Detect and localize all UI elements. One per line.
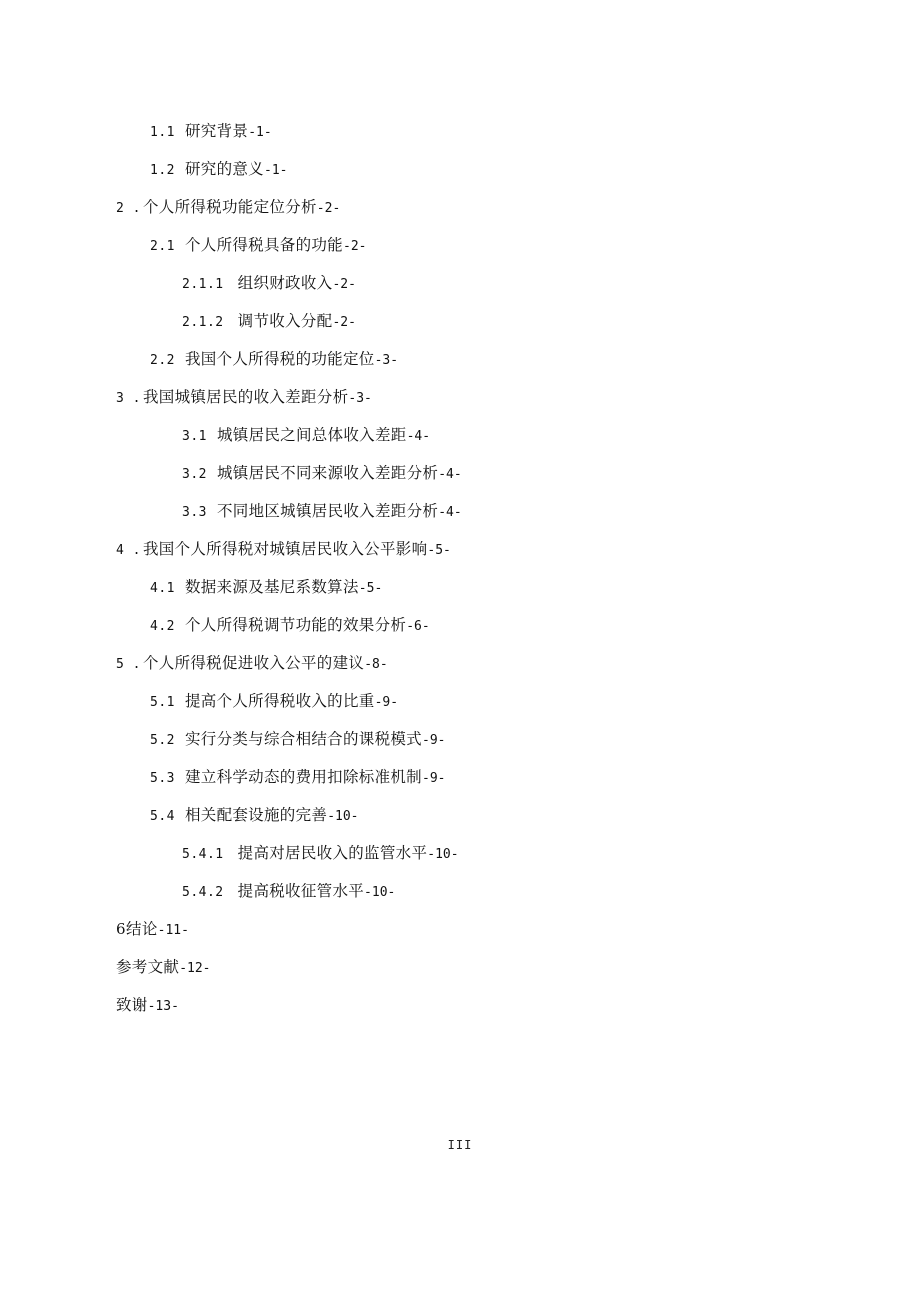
toc-entry-number: 5.4.2 [182,885,224,900]
toc-entry-title: 个人所得税调节功能的效果分析 [184,616,407,634]
toc-entry[interactable] [0,948,920,986]
toc-entry-title: 研究背景 [184,122,249,140]
toc-entry-title: 相关配套设施的完善 [184,806,328,824]
toc-entry[interactable] [0,606,920,644]
toc-entry[interactable] [0,302,920,340]
toc-entry-page: -2- [332,315,356,330]
toc-entry-number: 6 [116,920,127,938]
toc-entry[interactable] [0,454,920,492]
toc-entry-number: 4.1 [150,581,175,596]
toc-entry-page: -6- [406,619,430,634]
toc-entry-number: 2.1 [150,239,175,254]
toc-entry-page: -3- [374,353,399,368]
toc-entry-number: 2 . [116,201,141,216]
toc-entry-title: 我国个人所得税的功能定位 [184,350,375,368]
toc-entry-page: -11- [157,923,189,938]
toc-entry-page: -12- [179,961,211,976]
toc-entry[interactable] [0,872,920,910]
toc-entry-title: 研究的意义 [184,160,264,178]
toc-entry-number: 3.3 [182,505,207,520]
toc-entry-number: 3.1 [182,429,207,444]
toc-entry-page: -2- [316,201,341,216]
toc-entry-title: 调节收入分配 [237,312,333,330]
toc-entry-number: 5.1 [150,695,175,710]
toc-entry-title: 建立科学动态的费用扣除标准机制 [184,768,422,786]
toc-entry-number: 5.3 [150,771,175,786]
toc-entry[interactable] [0,682,920,720]
toc-entry-title: 提高对居民收入的监管水平 [237,844,428,862]
toc-entry-number: 5.2 [150,733,175,748]
toc-entry[interactable] [0,112,920,150]
toc-entry-number: 1.1 [150,125,175,140]
toc-entry-number: 3 . [116,391,141,406]
toc-entry-title: 不同地区城镇居民收入差距分析 [216,502,439,520]
toc-entry-page: -4- [438,505,462,520]
toc-entry-number: 3.2 [182,467,207,482]
toc-entry-page: -5- [358,581,383,596]
toc-entry-number: 2.1.1 [182,277,224,292]
toc-entry[interactable] [0,834,920,872]
toc-entry-number: 5.4 [150,809,175,824]
toc-entry-page: -9- [422,771,446,786]
toc-entry-number: 4 . [116,543,141,558]
toc-entry-title: 数据来源及基尼系数算法 [184,578,359,596]
toc-entry[interactable] [0,264,920,302]
toc-entry-title: 提高税收征管水平 [237,882,365,900]
toc-entry-page: -3- [348,391,372,406]
toc-entry-page: -10- [327,809,359,824]
toc-entry[interactable] [0,530,920,568]
toc-entry-title: 实行分类与综合相结合的课税模式 [184,730,422,748]
toc-entry-page: -9- [422,733,446,748]
toc-entry[interactable] [0,492,920,530]
toc-entry[interactable] [0,644,920,682]
page-number: III [447,1138,473,1152]
toc-entry-title: 城镇居民之间总体收入差距 [216,426,407,444]
toc-entry-page: -13- [147,999,179,1014]
toc-entry-page: -10- [427,847,459,862]
toc-entry[interactable] [0,986,920,1024]
toc-entry[interactable] [0,568,920,606]
toc-entry-number: 5.4.1 [182,847,224,862]
toc-entry-number: 2.2 [150,353,175,368]
toc-entry[interactable] [0,150,920,188]
toc-entry[interactable] [0,758,920,796]
toc-entry-title: 提高个人所得税收入的比重 [184,692,375,710]
toc-entry-title: 个人所得税功能定位分析 [142,198,317,216]
toc-entry-page: -5- [427,543,451,558]
toc-entry-number: 4.2 [150,619,175,634]
toc-entry-page: -2- [343,239,367,254]
toc-entry-title: 参考文献 [116,958,180,976]
toc-entry-page: -10- [364,885,396,900]
toc-entry-number: 2.1.2 [182,315,224,330]
toc-entry-page: -1- [248,125,272,140]
toc-entry-number: 5 . [116,657,141,672]
toc-entry-page: -4- [406,429,431,444]
toc-entry-page: -1- [264,163,288,178]
toc-entry-title: 个人所得税具备的功能 [184,236,343,254]
table-of-contents [0,112,920,1024]
toc-entry-title: 致谢 [116,996,148,1014]
toc-entry-number: 1.2 [150,163,175,178]
toc-entry[interactable] [0,910,920,948]
toc-entry-title: 个人所得税促进收入公平的建议 [142,654,365,672]
toc-entry[interactable] [0,796,920,834]
toc-entry-title: 我国个人所得税对城镇居民收入公平影响 [142,540,428,558]
toc-entry[interactable] [0,720,920,758]
toc-entry-title: 组织财政收入 [237,274,333,292]
toc-entry-title: 结论 [126,920,158,938]
toc-entry-page: -4- [438,467,462,482]
toc-entry-page: -2- [332,277,356,292]
toc-entry[interactable] [0,226,920,264]
toc-entry-title: 城镇居民不同来源收入差距分析 [216,464,439,482]
toc-entry-page: -9- [374,695,399,710]
toc-entry[interactable] [0,188,920,226]
toc-entry-title: 我国城镇居民的收入差距分析 [142,388,349,406]
toc-entry[interactable] [0,340,920,378]
toc-entry[interactable] [0,416,920,454]
toc-entry[interactable] [0,378,920,416]
toc-entry-page: -8- [364,657,388,672]
